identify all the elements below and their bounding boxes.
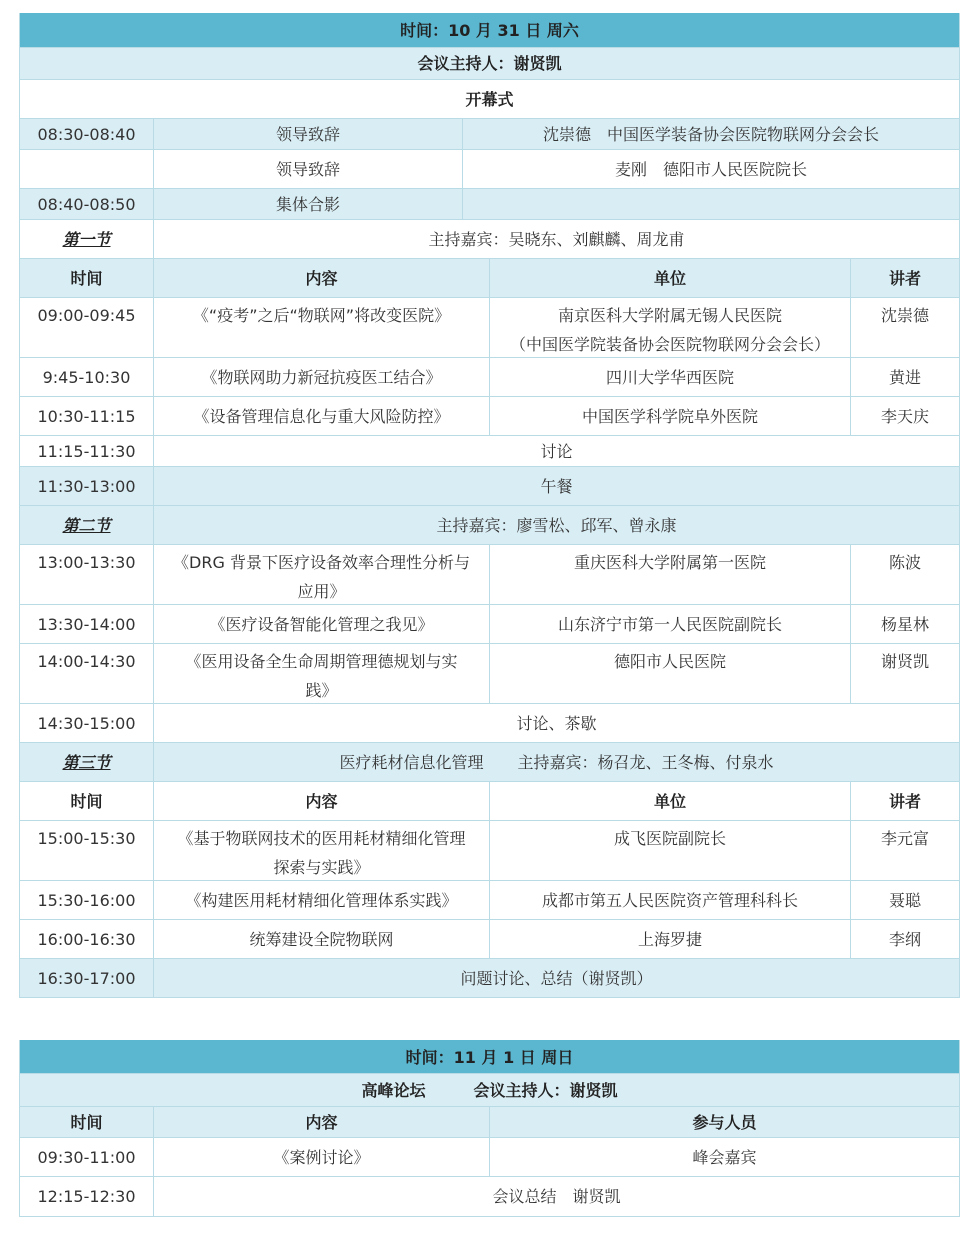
content-cell	[153, 545, 489, 604]
content-cell: 《设备管理信息化与重大风险防控》	[153, 397, 489, 435]
discussion-text: 讨论	[153, 436, 959, 466]
top-strip	[0, 0, 980, 10]
day2-schedule-table	[19, 1040, 960, 1217]
time-cell: 14:30-15:00	[37, 713, 136, 733]
time-cell: 09:00-09:45	[37, 306, 136, 325]
time-cell	[20, 150, 153, 188]
unit-cell	[462, 189, 959, 219]
unit-cell: 麦刚 德阳市人民医院院长	[462, 150, 959, 188]
unit-cell: 成都市第五人民医院资产管理科科长	[489, 881, 850, 919]
opening-title-row	[20, 79, 959, 118]
col-header-time: 时间	[70, 791, 103, 811]
content-cell: 领导致辞	[153, 150, 462, 188]
time-cell: 12:15-12:30	[37, 1187, 136, 1206]
time-cell: 16:30-17:00	[37, 968, 136, 988]
table-row	[20, 820, 959, 880]
session3-header-row	[20, 742, 959, 781]
unit-cell: 上海罗捷	[489, 920, 850, 958]
table-row	[20, 643, 959, 703]
content-line: 应用》	[297, 582, 346, 601]
time-cell: 15:30-16:00	[37, 890, 136, 910]
time-cell: 11:30-13:00	[37, 476, 136, 496]
table-row	[20, 544, 959, 604]
content-line: 《DRG 背景下医疗设备效率合理性分析与	[173, 553, 470, 572]
speaker-cell: 李元富	[850, 821, 959, 880]
content-cell: 统筹建设全院物联网	[153, 920, 489, 958]
day2-date: 时间：11 月 1 日 周日	[405, 1047, 574, 1067]
session3-topic: 医疗耗材信息化管理	[339, 752, 484, 772]
day2-date-row	[20, 1040, 959, 1073]
speaker-cell: 聂聪	[850, 881, 959, 919]
session3-label: 第三节	[62, 752, 111, 772]
unit-line: （中国医学院装备协会医院物联网分会会长）	[509, 335, 830, 354]
table-row	[20, 149, 959, 188]
content-line: 探索与实践》	[273, 858, 370, 877]
col-header-participants: 参与人员	[489, 1107, 959, 1137]
time-cell: 14:00-14:30	[37, 652, 136, 671]
discussion-row	[20, 435, 959, 466]
content-line: 《医用设备全生命周期管理德规划与实	[185, 652, 458, 671]
content-line: 践》	[305, 681, 338, 700]
speaker-cell: 黄进	[850, 358, 959, 396]
unit-cell: 沈崇德 中国医学装备协会医院物联网分会会长	[462, 119, 959, 149]
summary-row	[20, 958, 959, 997]
time-cell: 11:15-11:30	[37, 441, 136, 461]
session1-host: 主持嘉宾：吴晓东、刘麒麟、周龙甫	[153, 220, 959, 258]
unit-cell: 四川大学华西医院	[489, 358, 850, 396]
tea-break-row	[20, 703, 959, 742]
time-cell: 15:00-15:30	[37, 829, 136, 848]
content-cell: 领导致辞	[153, 119, 462, 149]
table-row	[20, 357, 959, 396]
col-header-speaker: 讲者	[850, 782, 959, 820]
participants-cell: 峰会嘉宾	[489, 1138, 959, 1176]
session2-header-row	[20, 505, 959, 544]
opening-title: 开幕式	[465, 89, 514, 109]
time-cell: 16:00-16:30	[37, 929, 136, 949]
speaker-cell: 沈崇德	[850, 298, 959, 357]
table-row	[20, 604, 959, 643]
session1-header-row	[20, 219, 959, 258]
time-cell: 13:30-14:00	[37, 614, 136, 634]
table-row	[20, 297, 959, 357]
table-row	[20, 1137, 959, 1176]
day1-date-row	[20, 13, 959, 47]
day2-forum-row	[20, 1073, 959, 1106]
tea-break-text: 讨论、茶歇	[153, 704, 959, 742]
speaker-cell: 陈波	[850, 545, 959, 604]
col-header-content: 内容	[153, 782, 489, 820]
col-header-unit: 单位	[489, 259, 850, 297]
col-header-content: 内容	[153, 1107, 489, 1137]
unit-cell: 成飞医院副院长	[489, 821, 850, 880]
unit-line: 南京医科大学附属无锡人民医院	[557, 306, 782, 325]
time-cell: 9:45-10:30	[42, 367, 131, 387]
speaker-cell: 李纲	[850, 920, 959, 958]
content-cell: 《“疫考”之后“物联网”将改变医院》	[153, 298, 489, 357]
day2-host: 会议主持人：谢贤凯	[473, 1080, 618, 1100]
table-row	[20, 919, 959, 958]
content-cell	[153, 644, 489, 703]
content-cell: 集体合影	[153, 189, 462, 219]
session3-host: 主持嘉宾：杨召龙、王冬梅、付泉水	[517, 752, 774, 772]
day1-host: 会议主持人：谢贤凯	[417, 54, 562, 73]
column-header-row	[20, 258, 959, 297]
time-cell: 08:30-08:40	[37, 124, 136, 144]
speaker-cell: 李天庆	[850, 397, 959, 435]
unit-cell: 德阳市人民医院	[489, 644, 850, 703]
col-header-speaker: 讲者	[850, 259, 959, 297]
lunch-row	[20, 466, 959, 505]
session1-label: 第一节	[62, 229, 111, 249]
table-row	[20, 188, 959, 219]
col-header-unit: 单位	[489, 782, 850, 820]
content-cell: 《医疗设备智能化管理之我见》	[153, 605, 489, 643]
session2-label: 第二节	[62, 515, 111, 535]
unit-cell: 山东济宁市第一人民医院副院长	[489, 605, 850, 643]
table-row	[20, 396, 959, 435]
session2-host: 主持嘉宾：廖雪松、邱军、曾永康	[153, 506, 959, 544]
unit-cell: 重庆医科大学附属第一医院	[489, 545, 850, 604]
day1-date: 时间：10 月 31 日 周六	[400, 21, 579, 40]
forum-title: 高峰论坛	[361, 1080, 426, 1100]
time-cell: 09:30-11:00	[37, 1147, 136, 1167]
unit-cell: 中国医学科学院阜外医院	[489, 397, 850, 435]
unit-cell	[489, 298, 850, 357]
closing-row	[20, 1176, 959, 1216]
table-row	[20, 880, 959, 919]
col-header-time: 时间	[70, 1112, 103, 1132]
table-row	[20, 118, 959, 149]
time-cell: 13:00-13:30	[37, 553, 136, 572]
content-cell	[153, 821, 489, 880]
content-line: 《基于物联网技术的医用耗材精细化管理	[177, 829, 466, 848]
col-header-time: 时间	[70, 268, 103, 288]
time-cell: 08:40-08:50	[37, 194, 136, 214]
col-header-content: 内容	[153, 259, 489, 297]
content-cell: 《物联网助力新冠抗疫医工结合》	[153, 358, 489, 396]
column-header-row	[20, 781, 959, 820]
speaker-cell: 谢贤凯	[850, 644, 959, 703]
session3-topic-host	[153, 743, 959, 781]
speaker-cell: 杨星林	[850, 605, 959, 643]
closing-text: 会议总结 谢贤凯	[153, 1177, 959, 1216]
day1-schedule-table	[19, 13, 960, 998]
day1-host-row	[20, 47, 959, 79]
lunch-text: 午餐	[153, 467, 959, 505]
day2-forum-host	[20, 1074, 959, 1106]
content-cell: 《构建医用耗材精细化管理体系实践》	[153, 881, 489, 919]
time-cell: 10:30-11:15	[37, 406, 136, 426]
summary-text: 问题讨论、总结（谢贤凯）	[153, 959, 959, 997]
column-header-row	[20, 1106, 959, 1137]
content-cell: 《案例讨论》	[153, 1138, 489, 1176]
